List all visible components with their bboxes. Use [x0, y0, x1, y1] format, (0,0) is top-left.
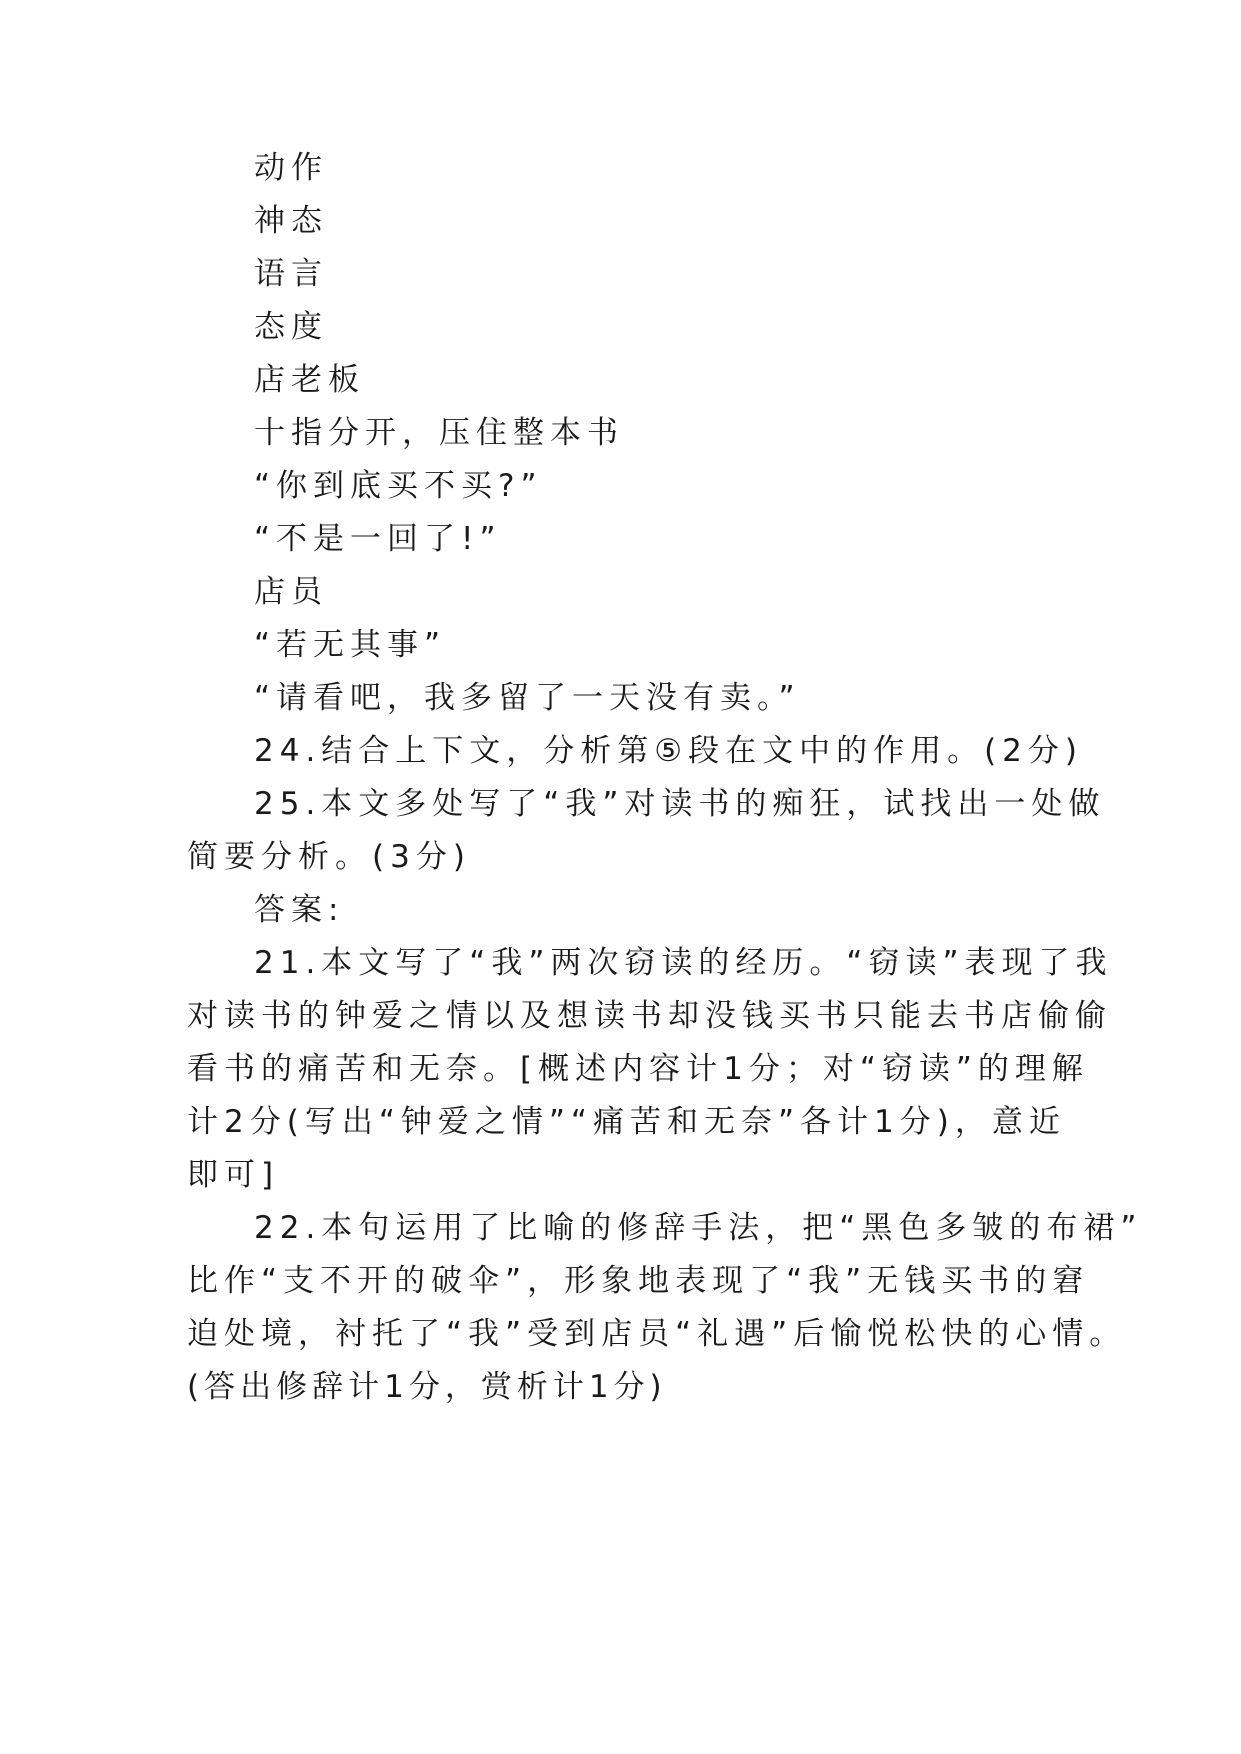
table-cell-clerk-manner: “若无其事”: [254, 627, 447, 663]
table-cell-clerk-speech: “请看吧，我多留了一天没有卖。”: [254, 680, 801, 716]
answer-heading: 答案:: [254, 892, 345, 928]
question-24: 24.结合上下文，分析第⑤段在文中的作用。(2分): [254, 733, 1084, 769]
table-cell-action: 动作: [254, 150, 328, 186]
answer-21-line: 看书的痛苦和无奈。[概述内容计1分；对“窃读”的理解: [187, 1051, 1089, 1087]
answer-22-line: 迫处境，衬托了“我”受到店员“礼遇”后愉悦松快的心情。: [187, 1316, 1127, 1352]
answer-22-line: 比作“支不开的破伞”，形象地表现了“我”无钱买书的窘: [187, 1263, 1090, 1299]
table-cell-attitude: 态度: [254, 309, 328, 345]
question-25-line-2: 简要分析。(3分): [187, 839, 471, 875]
answer-22-line: (答出修辞计1分，赏析计1分): [187, 1369, 667, 1405]
answer-22-line: 22.本句运用了比喻的修辞手法，把“黑色多皱的布裙”: [254, 1210, 1143, 1246]
question-25-line-1: 25.本文多处写了“我”对读书的痴狂，试找出一处做: [254, 786, 1106, 822]
table-cell-language: 语言: [254, 256, 328, 292]
table-cell-shop-owner: 店老板: [254, 362, 365, 398]
answer-21-line: 21.本文写了“我”两次窃读的经历。“窃读”表现了我: [254, 945, 1113, 981]
answer-21-line: 计2分(写出“钟爱之情”“痛苦和无奈”各计1分)，意近: [187, 1104, 1066, 1140]
table-cell-owner-speech-2: “不是一回了!”: [254, 521, 502, 557]
answer-21-line: 对读书的钟爱之情以及想读书却没钱买书只能去书店偷偷: [187, 998, 1112, 1034]
table-cell-owner-speech-1: “你到底买不买?”: [254, 468, 543, 504]
table-cell-clerk: 店员: [254, 574, 328, 610]
table-cell-expression: 神态: [254, 203, 328, 239]
answer-21-line: 即可]: [187, 1157, 280, 1193]
table-cell-owner-action: 十指分开，压住整本书: [254, 415, 624, 451]
